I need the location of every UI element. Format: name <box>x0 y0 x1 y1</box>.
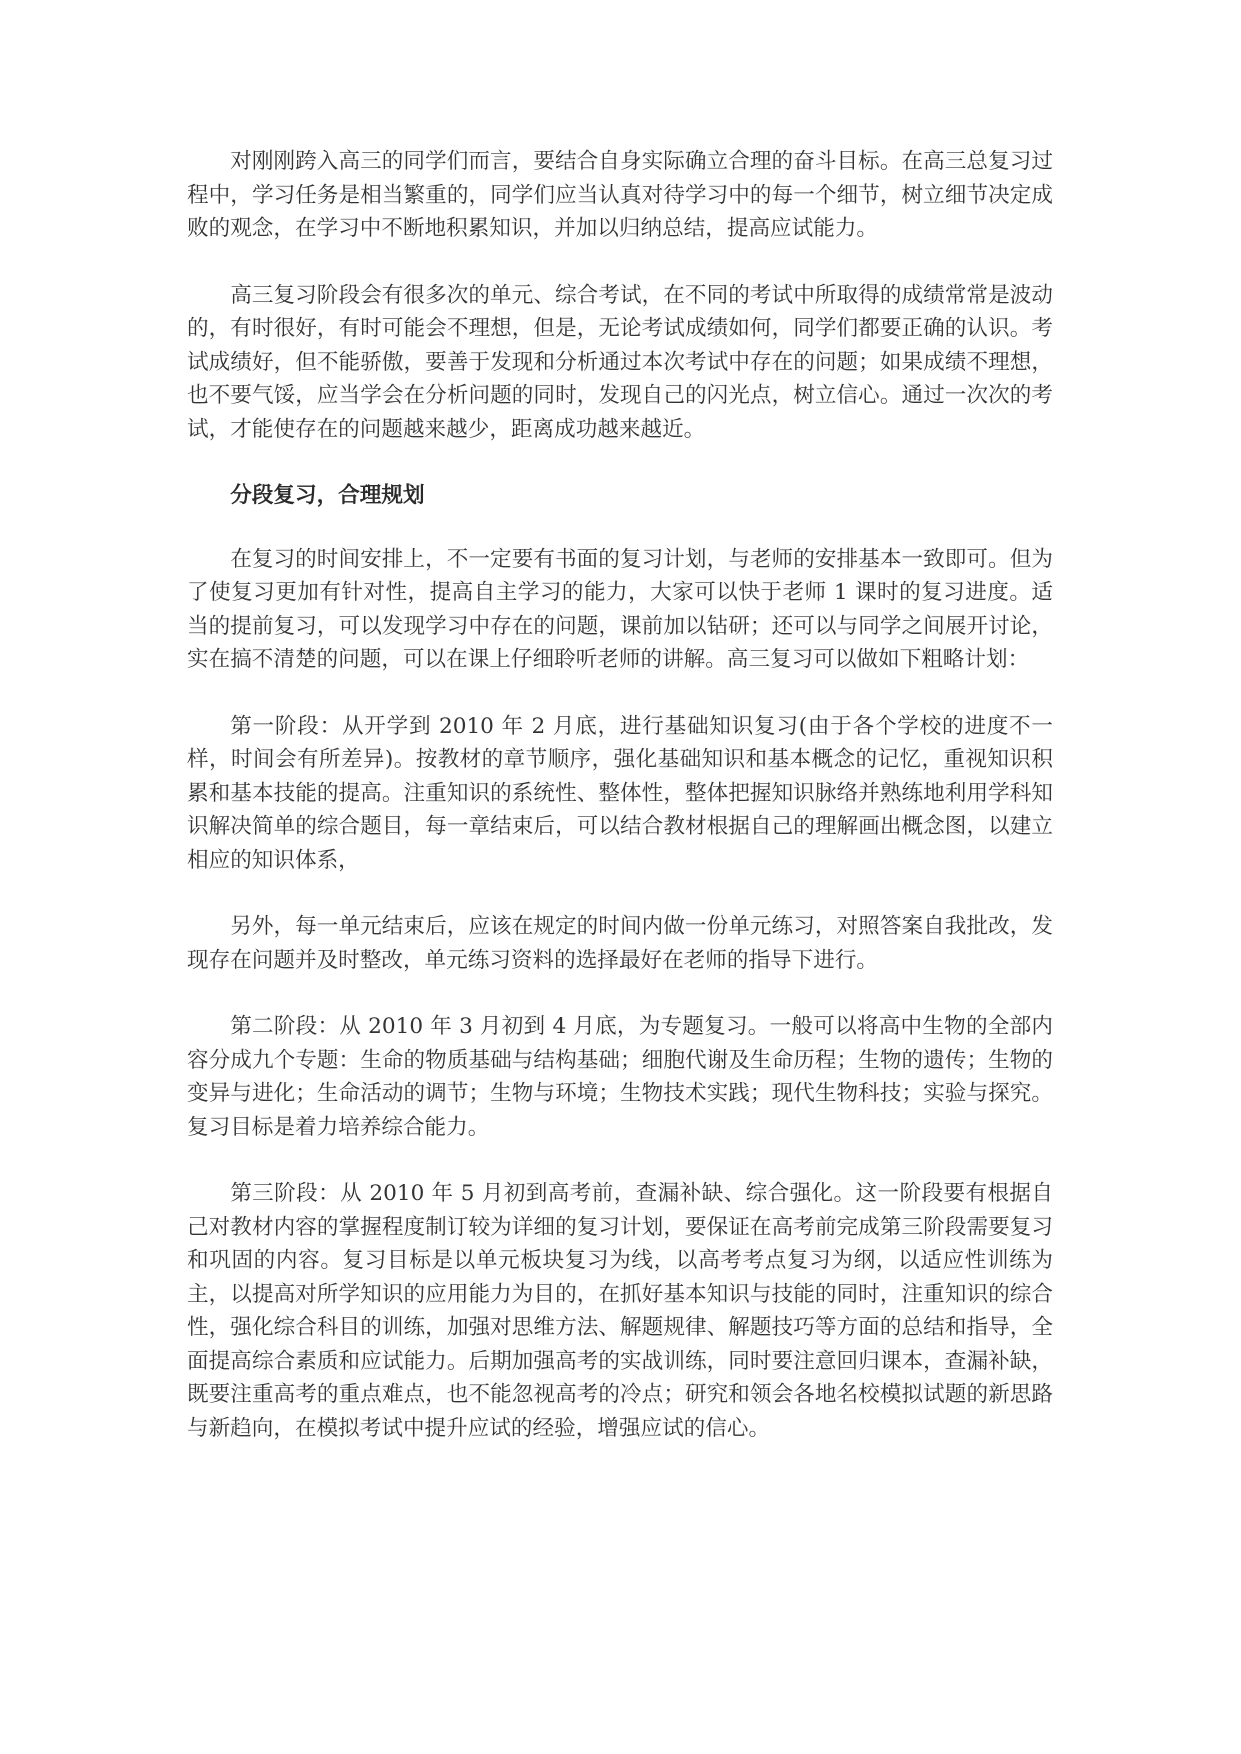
paragraph-stage-three: 第三阶段：从 2010 年 5 月初到高考前，查漏补缺、综合强化。这一阶段要有根据自己对教材内容的掌握程度制订较为详细的复习计划，要保证在高考前完成第三阶段需要复习和巩固的内容。复习目标是以单元板块复习为线，以高考考点复习为纲，以适应性训练为主，以提高对所学知识的应用能力为目的，在抓好基本知识与技能的同时，注重知识的综合性，强化综合科目的训练，加强对思维方法、解题规律、解题技巧等方面的总结和指导，全面提高综合素质和应试能力。后期加强高考的实战训练，同时要注意回归课本，查漏补缺，既要注重高考的重点难点，也不能忽视高考的冷点；研究和领会各地名校模拟试题的新思路与新趋向，在模拟考试中提升应试的经验，增强应试的信心。 <box>187 1181 1053 1441</box>
paragraph-intro: 对刚刚跨入高三的同学们而言，要结合自身实际确立合理的奋斗目标。在高三总复习过程中，学习任务是相当繁重的，同学们应当认真对待学习中的每一个细节，树立细节决定成败的观念，在学习中不断地积累知识，并加以归纳总结，提高应试能力。 <box>187 149 1053 241</box>
paragraph-spacer <box>187 446 1053 479</box>
paragraph-stage-one: 第一阶段：从开学到 2010 年 2 月底，进行基础知识复习(由于各个学校的进度不一样，时间会有所差异)。按教材的章节顺序，强化基础知识和基本概念的记忆，重视知识积累和基本技能的提高。注重知识的系统性、整体性，整体把握知识脉络并熟练地利用学科知识解决简单的综合题目，每一章结束后，可以结合教材根据自己的理解画出概念图，以建立相应的知识体系， <box>187 713 1053 873</box>
paragraph-unit-practice: 另外，每一单元结束后，应该在规定的时间内做一份单元练习，对照答案自我批改，发现存在问题并及时整改，单元练习资料的选择最好在老师的指导下进行。 <box>187 914 1053 973</box>
paragraph-spacer <box>187 1144 1053 1177</box>
paragraph-spacer <box>187 977 1053 1010</box>
paragraph-spacer <box>187 513 1053 543</box>
paragraph-exams: 高三复习阶段会有很多次的单元、综合考试，在不同的考试中所取得的成绩常常是波动的，有时很好，有时可能会不理想，但是，无论考试成绩如何，同学们都要正确的认识。考试成绩好，但不能骄傲，要善于发现和分析通过本次考试中存在的问题；如果成绩不理想，也不要气馁，应当学会在分析问题的同时，发现自己的闪光点，树立信心。通过一次次的考试，才能使存在的问题越来越少，距离成功越来越近。 <box>187 282 1053 442</box>
document-page <box>187 145 1053 1445</box>
paragraph-stage-two: 第二阶段：从 2010 年 3 月初到 4 月底，为专题复习。一般可以将高中生物的全部内容分成九个专题：生命的物质基础与结构基础；细胞代谢及生命历程；生物的遗传；生物的变异与进化；生命活动的调节；生物与环境；生物技术实践；现代生物科技；实验与探究。复习目标是着力培养综合能力。 <box>187 1014 1053 1140</box>
paragraph-schedule: 在复习的时间安排上，不一定要有书面的复习计划，与老师的安排基本一致即可。但为了使复习更加有针对性，提高自主学习的能力，大家可以快于老师 1 课时的复习进度。适当的提前复习，可以发现学习中存在的问题，课前加以钻研；还可以与同学之间展开讨论，实在搞不清楚的问题，可以在课上仔细聆听老师的讲解。高三复习可以做如下粗略计划： <box>187 546 1053 672</box>
paragraph-spacer <box>187 677 1053 710</box>
paragraph-spacer <box>187 246 1053 279</box>
paragraph-spacer <box>187 877 1053 910</box>
section-heading: 分段复习，合理规划 <box>230 483 425 508</box>
